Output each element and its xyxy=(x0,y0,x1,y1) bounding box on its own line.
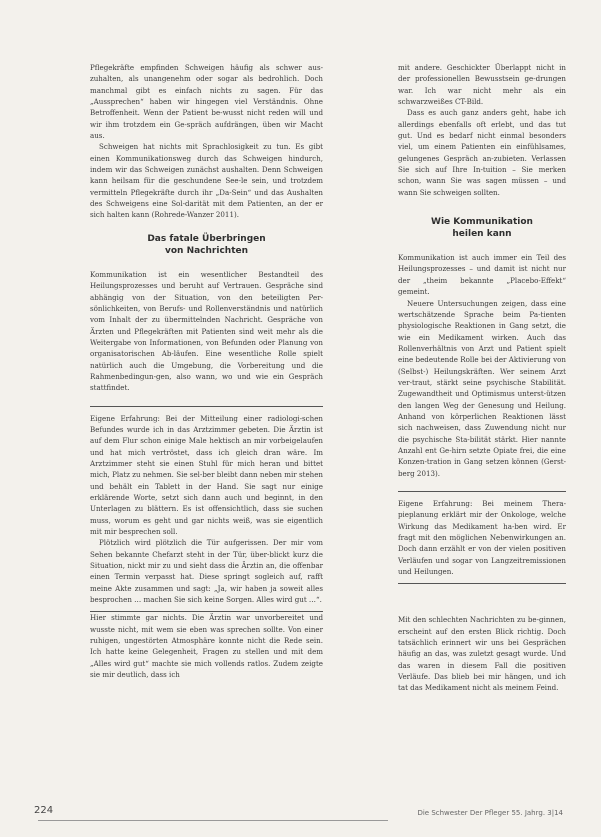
section-heading: Das fatale Überbringen von Nachrichten xyxy=(147,233,266,256)
page-number: 224 xyxy=(34,805,54,816)
paragraph: mit andere. Geschickter Überlappt nicht in der professionellen Bewusstsein ge-drungen war. Ich war nicht mehr als ein schwarzweißes CT-Bild. xyxy=(398,63,566,107)
paragraph: Kommunikation ist ein wesentlicher Bestandteil des Heilungsprozesses und beruht auf Vertrauen. Gespräche sind abhängig von der Situation, von den beteiligten Per-sönlichkeiten, von Berufs- und Rollenverständnis und natürlich vom Inhalt der zu übermittelnden Nachricht. Gespräche von Ärzten und Pflegekräften mit Patienten sind weit mehr als die Weitergabe von Informationen, von Befunden oder Planung von organisatorischen Ab-läufen. Eine wesentliche Rolle spielt natürlich auch die Umgebung, die Vorbereitung und die Rahmenbedingun-gen, also wann, wo und wie ein Gespräch stattfindet. xyxy=(90,269,323,393)
paragraph: Kommunikation ist auch immer ein Teil des Heilungsprozesses – und damit ist nicht nur der „theim bekannte „Placebo-Effekt“ gemeint. xyxy=(398,253,566,297)
paragraph: Pflegekräfte empfinden Schweigen häufig als schwer aus-zuhalten, als unangenehm oder sogar als bedrohlich. Doch manchmal gibt es einfach nichts zu sagen. Für das „Aussprechen“ haben wir hingegen viel Verständnis. Ohne Betroffenheit. Wenn der Patient be-wusst nicht reden will und wir ihm trotzdem ein Ge-spräch aufdrängen, üben wir Macht aus. xyxy=(90,63,323,141)
right-column xyxy=(398,62,566,694)
paragraph: Neuere Untersuchungen zeigen, dass eine wertschätzende Sprache beim Pa-tienten physiologische Reaktionen in Gang setzt, die wie ein Medikament wirken. Auch das Rollenverhältnis von Arzt und Patient spielt eine bedeutende Rolle bei der Aktivierung von (Selbst-) Heilungskräften. Wer seinem Arzt ver-traut, stärkt seine psychische Stabilität. Zugewandtheit und Optimismus unterst-ützen den langen Weg der Genesung und Heilung. Anhand von körperlichen Reaktionen lässt sich nachweisen, dass Zuwendung nicht nur die psychische Sta-bilität stärkt. Hier nannte Anzahl ent Ge-hirn setzte Opiate frei, die eine Konzen-tration in Gang setzen können (Gerst-berg 2013). xyxy=(398,298,566,478)
experience-box xyxy=(398,491,566,584)
footer-divider xyxy=(38,820,388,821)
footer-source: Die Schwester Der Pfleger 55. Jahrg. 3|14 xyxy=(417,809,563,817)
paragraph: Plötzlich wird plötzlich die Tür aufgerissen. Der mir vom Sehen bekannte Chefarzt steht in der Tür, über-blickt kurz die Situation, nickt mir zu und sieht dass die Ärztin an, die offenbar einen Termin verpasst hat. Diese springt sogleich auf, rafft meine Akte zusammen und sagt: „Ja, wir haben ja soweit alles besprochen … machen Sie sich keine Sorgen. Alles wird gut …“. xyxy=(90,538,323,605)
paragraph: Eigene Erfahrung: Bei der Mitteilung einer radiologi-schen Befundes wurde ich in das Arztzimmer gebeten. Die Ärztin ist auf dem Flur schon einige Male hektisch an mir vorbeigelaufen und hat mich vertröstet, dass ich gleich dran wäre. Im Arztzimmer steht sie einen Stuhl für mich heran und bittet mich, Platz zu nehmen. Sie sel-ber bleibt dann neben mir stehen und behält ein Tablett in der Hand. Sie sagt nur einige erklärende Worte, setzt sich dann auch und beginnt, in den Unterlagen zu blättern. Es ist offensichtlich, dass sie suchen muss, worum es geht und gar nichts weiß, was sie eigentlich mit mir besprechen soll. xyxy=(90,413,323,537)
left-column xyxy=(90,62,323,681)
paragraph: Hier stimmte gar nichts. Die Ärztin war unvorbereitet und wusste nicht, mit wem sie eben was sprechen sollte. Von einer ruhigen, ungestörten Atmosphäre konnte nicht die Rede sein. Ich hatte keine Gelegenheit, Fragen zu stellen und mit dem „Alles wird gut“ machte sie mich vollends ratlos. Zudem zeigte sie mir deutlich, dass ich xyxy=(90,613,323,680)
paragraph: Eigene Erfahrung: Bei meinem Thera-pieplanung erklärt mir der Onkologe, welche Wirkung das Medikament ha-ben wird. Er fragt mit den möglichen Nebenwirkungen an. Doch dann erzählt er von der vielen positiven Verläufen und sogar von Langzeitremissionen und Heilungen. xyxy=(398,499,566,577)
section-heading: Wie Kommunikation heilen kann xyxy=(431,217,533,240)
paragraph: Schweigen hat nichts mit Sprachlosigkeit zu tun. Es gibt einen Kommunikationsweg durch das Schweigen hindurch, indem wir das Schweigen zunächst aushalten. Denn Schweigen kann heilsam für die geschundene See-le sein, und trotzdem vermitteln Pflegekräfte durch ihr „Da-Sein“ und das Aushalten des Schweigens eine Sol-darität mit dem Patienten, an der er sich halten kann (Rohrede-Wanzer 2011). xyxy=(90,142,323,220)
experience-box xyxy=(90,406,323,613)
paragraph: Dass es auch ganz anders geht, habe ich allerdings ebenfalls oft erlebt, und das tut gut. Und es bedarf nicht einmal besonders viel, um einem Patienten ein einfühlsames, gelungenes Gespräch an-zubieten. Verlassen Sie sich auf Ihre In-tuition – Sie merken schon, wann Sie was sagen müssen – und wann Sie schweigen sollten. xyxy=(398,108,566,197)
paragraph: Mit den schlechten Nachrichten zu be-ginnen, erscheint auf den ersten Blick richtig. Doch tatsächlich erinnert wir uns bei Gesprächen häufig an das, was zuletzt gesagt wurde. Und das waren in diesem Fall die positiven Verläufe. Das blieb bei mir hängen, und ich tat das Medikament nicht als meinem Feind. xyxy=(398,615,566,693)
